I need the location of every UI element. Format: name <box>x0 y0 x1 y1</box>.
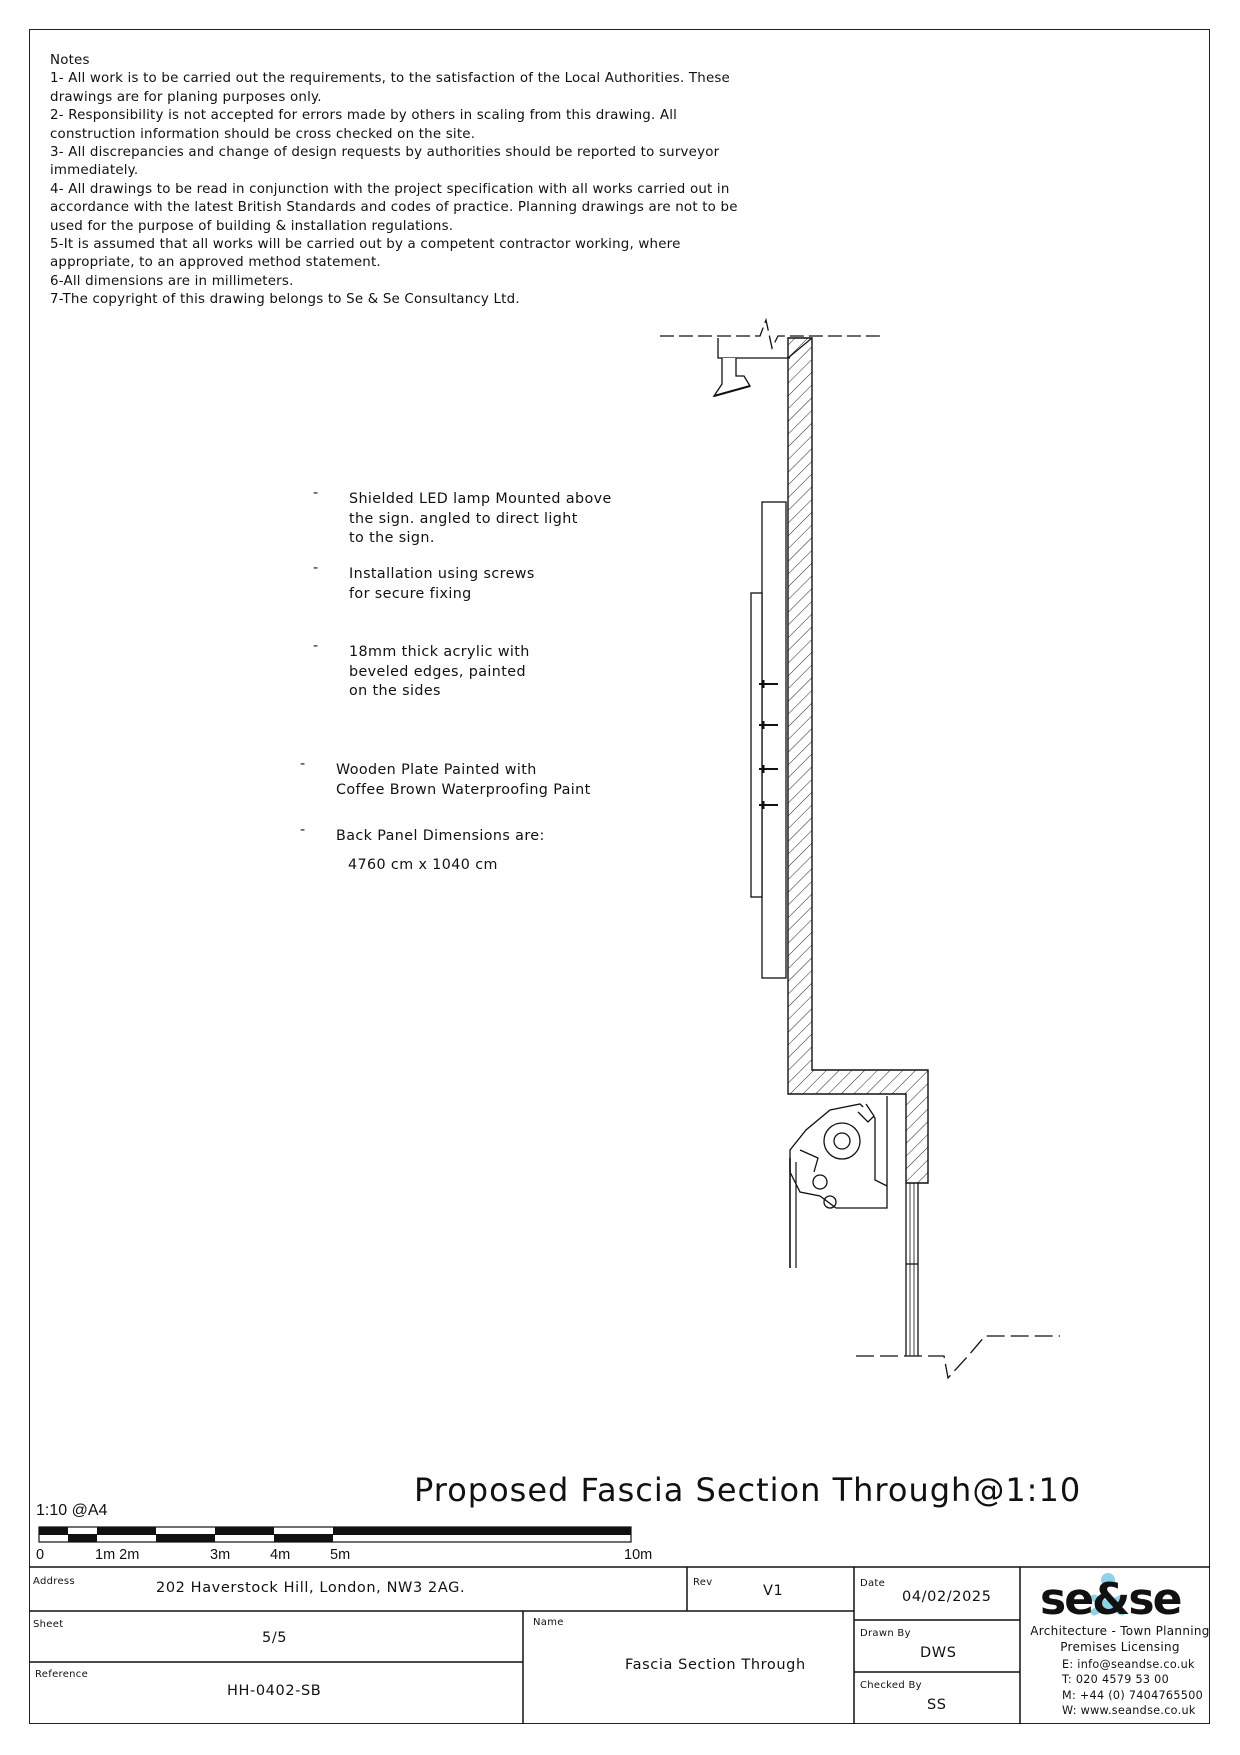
address-value: 202 Haverstock Hill, London, NW3 2AG. <box>156 1580 466 1596</box>
company-logo <box>1036 1570 1186 1620</box>
company-email: E: info@seandse.co.uk <box>1062 1658 1195 1671</box>
scale-label: 1:10 @A4 <box>36 1502 108 1519</box>
note-line: immediately. <box>50 163 139 179</box>
drawn-by-label: Drawn By <box>860 1628 911 1639</box>
annotation-line: Coffee Brown Waterproofing Paint <box>336 781 591 798</box>
scale-tick-label: 1m 2m <box>95 1547 140 1563</box>
note-line: drawings are for planing purposes only. <box>50 89 322 105</box>
rev-label: Rev <box>693 1577 713 1588</box>
reference-label: Reference <box>35 1669 89 1680</box>
company-phone: T: 020 4579 53 00 <box>1062 1673 1169 1686</box>
checked-by-label: Checked By <box>860 1680 922 1691</box>
scale-tick-label: 3m <box>210 1547 231 1563</box>
checked-by-value: SS <box>927 1697 947 1713</box>
scale-tick-label: 10m <box>624 1547 653 1563</box>
annotation-line: 18mm thick acrylic with <box>349 644 530 660</box>
address-label: Address <box>33 1576 75 1587</box>
note-line: 7-The copyright of this drawing belongs to Se & Se Consultancy Ltd. <box>50 292 520 308</box>
annotation-line: beveled edges, painted <box>349 663 526 680</box>
note-line: 3- All discrepancies and change of design requests by authorities should be reported to surveyor <box>50 145 720 161</box>
note-line: 2- Responsibility is not accepted for errors made by others in scaling from this drawing. All <box>50 108 678 124</box>
note-line: accordance with the latest British Standards and codes of practice. Planning drawings are not to be <box>50 200 738 216</box>
date-label: Date <box>860 1578 886 1589</box>
annotation-line: Shielded LED lamp Mounted above <box>349 491 612 507</box>
name-value: Fascia Section Through <box>625 1657 806 1673</box>
company-services: Premises Licensing <box>1060 1640 1180 1654</box>
note-line: 4- All drawings to be read in conjunction with the project specification with all works carried out in <box>50 181 730 197</box>
logo-text: se&se <box>1040 1574 1181 1620</box>
notes-heading: Notes <box>50 53 90 68</box>
drawing-title: Proposed Fascia Section Through@1:10 <box>414 1471 1082 1509</box>
annotation-line: on the sides <box>349 683 441 699</box>
reference-value: HH-0402-SB <box>227 1683 322 1699</box>
company-website: W: www.seandse.co.uk <box>1062 1704 1196 1717</box>
sheet-label: Sheet <box>33 1619 64 1630</box>
scale-tick-label: 0 <box>36 1547 45 1563</box>
annotation-dash: - <box>313 485 319 501</box>
company-tagline: Architecture - Town Planning <box>1030 1624 1210 1638</box>
company-mobile: M: +44 (0) 7404765500 <box>1062 1689 1204 1702</box>
scale-tick-label: 5m <box>330 1547 351 1563</box>
scale-tick-label: 4m <box>270 1547 291 1563</box>
annotation-dash: - <box>313 638 319 654</box>
annotation-line: Back Panel Dimensions are: <box>336 828 545 844</box>
note-line: 5-It is assumed that all works will be carried out by a competent contractor working, where <box>50 237 681 253</box>
drawn-by-value: DWS <box>920 1645 957 1661</box>
name-label: Name <box>533 1617 564 1628</box>
note-line: 6-All dimensions are in millimeters. <box>50 273 294 289</box>
note-line: appropriate, to an approved method statement. <box>50 255 381 271</box>
rev-value: V1 <box>763 1583 784 1599</box>
annotation-line: for secure fixing <box>349 585 472 602</box>
annotation-line: the sign. angled to direct light <box>349 510 578 527</box>
annotation-line: 4760 cm x 1040 cm <box>348 857 498 873</box>
annotation-dash: - <box>313 560 319 576</box>
note-line: 1- All work is to be carried out the requirements, to the satisfaction of the Local Authorities. These <box>50 71 730 87</box>
annotation-line: to the sign. <box>349 530 435 546</box>
annotation-dash: - <box>300 756 306 772</box>
annotation-dash: - <box>300 822 306 838</box>
note-line: construction information should be cross checked on the site. <box>50 126 476 142</box>
note-line: used for the purpose of building & installation regulations. <box>50 218 454 234</box>
sheet-value: 5/5 <box>262 1630 288 1646</box>
annotation-line: Wooden Plate Painted with <box>336 762 537 778</box>
date-value: 04/02/2025 <box>902 1589 992 1605</box>
annotation-line: Installation using screws <box>349 566 535 582</box>
